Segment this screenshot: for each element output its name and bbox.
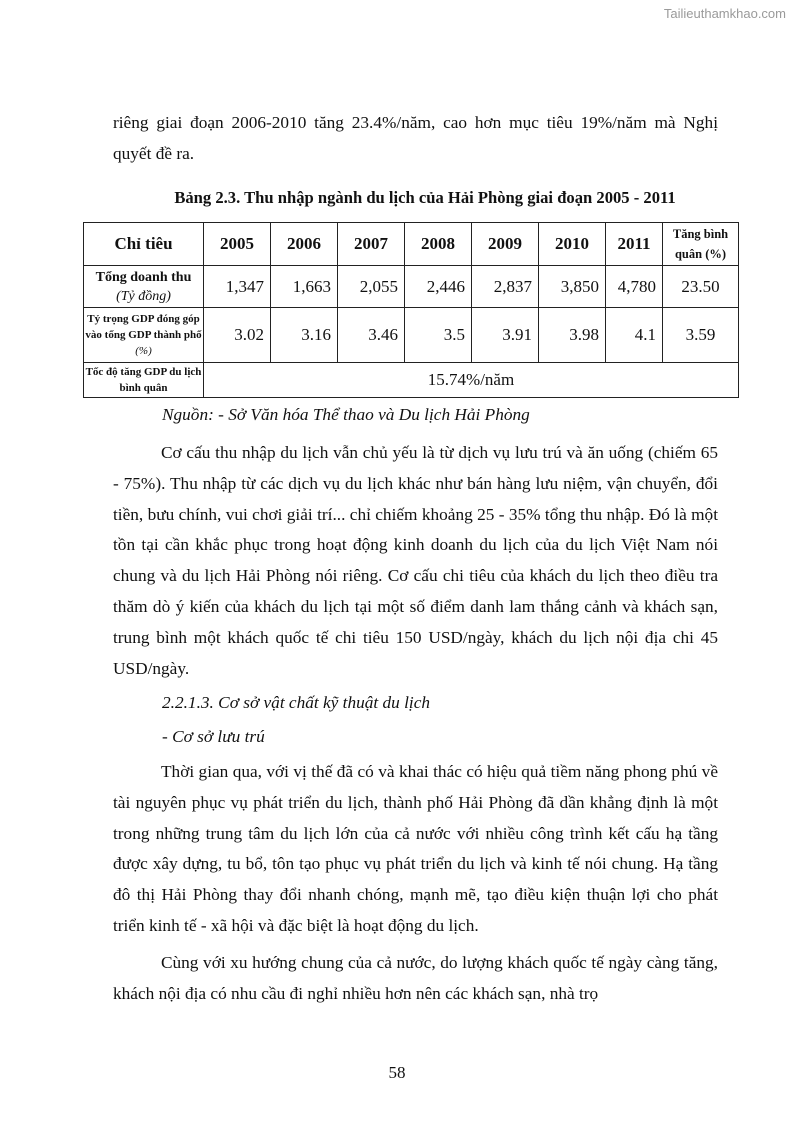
row-label: Tốc độ tăng GDP du lịch bình quân	[84, 363, 204, 398]
table-cell: 3.02	[204, 308, 271, 363]
table-cell: 3.91	[472, 308, 539, 363]
table-cell: 4,780	[606, 266, 663, 308]
header-year: 2008	[405, 223, 472, 266]
page-number: 58	[388, 1063, 406, 1082]
income-table	[83, 222, 739, 398]
table-cell: 3.16	[271, 308, 338, 363]
header-average: Tăng bình quân (%)	[663, 223, 739, 266]
table-cell: 2,446	[405, 266, 472, 308]
table-cell: 3,850	[539, 266, 606, 308]
header-year: 2010	[539, 223, 606, 266]
table-row-gdp-share	[84, 308, 739, 363]
row-label-text: Tỷ trọng GDP đóng góp vào tổng GDP thành phố	[85, 313, 202, 341]
table-cell: 2,837	[472, 266, 539, 308]
row-label-unit: (%)	[135, 345, 152, 357]
infrastructure-paragraph: Thời gian qua, với vị thế đã có và khai thác có hiệu quả tiềm năng phong phú về tài nguyên phục vụ phát triển du lịch, thành phố Hải Phòng đã dần khẳng định là một trong những trung tâm du lịch lớn của cả nước với nhiều công trình kết cấu hạ tầng được xây dựng, tu bổ, tôn tạo phục vụ phát triển du lịch và kinh tế nói chung. Hạ tầng đô thị Hải Phòng thay đổi nhanh chóng, mạnh mẽ, tạo điều kiện thuận lợi cho phát triển kinh tế - xã hội và đặc biệt là hoạt động du lịch.	[113, 762, 718, 935]
section-heading: 2.2.1.3. Cơ sở vật chất kỹ thuật du lịch	[162, 693, 431, 712]
table-cell: 3.46	[338, 308, 405, 363]
table-caption: Bảng 2.3. Thu nhập ngành du lịch của Hải Phòng giai đoạn 2005 - 2011	[174, 188, 676, 207]
header-year: 2005	[204, 223, 271, 266]
row-label	[84, 266, 204, 308]
row-label	[84, 308, 204, 363]
table-cell: 4.1	[606, 308, 663, 363]
subheading: - Cơ sở lưu trú	[162, 727, 265, 746]
row-label-unit: (Tỷ đồng)	[116, 288, 171, 304]
table-cell: 2,055	[338, 266, 405, 308]
table-source: Nguồn: - Sở Văn hóa Thể thao và Du lịch Hải Phòng	[162, 405, 530, 424]
intro-text: riêng giai đoạn 2006-2010 tăng 23.4%/năm, cao hơn mục tiêu 19%/năm mà Nghị quyết đề ra.	[113, 113, 718, 163]
table-cell: 1,663	[271, 266, 338, 308]
header-year: 2006	[271, 223, 338, 266]
income-paragraph: Cơ cấu thu nhập du lịch vẫn chủ yếu là từ dịch vụ lưu trú và ăn uống (chiếm 65 - 75%). Thu nhập từ các dịch vụ du lịch khác như bán hàng lưu niệm, vận chuyển, đổi tiền, bưu chính, vui chơi giải trí... chỉ chiếm khoảng 25 - 35% tổng thu nhập. Đó là một tồn tại cần khắc phục trong hoạt động kinh doanh du lịch của du lịch Việt Nam nói chung và du lịch Hải Phòng nói riêng. Cơ cấu chi tiêu của khách du lịch theo điều tra thăm dò ý kiến của khách du lịch tại một số điểm danh lam thắng cảnh và khách sạn, trung bình một khách quốc tế chi tiêu 150 USD/ngày, khách du lịch nội địa chi 45 USD/ngày.	[113, 443, 718, 678]
table-cell: 3.5	[405, 308, 472, 363]
header-indicator: Chỉ tiêu	[84, 223, 204, 266]
table-row-growth	[84, 363, 739, 398]
table-cell-merged: 15.74%/năm	[204, 363, 739, 398]
header-year: 2007	[338, 223, 405, 266]
row-label-text: Tổng doanh thu	[95, 269, 192, 285]
header-year: 2009	[472, 223, 539, 266]
table-row-revenue	[84, 266, 739, 308]
table-cell-average: 3.59	[663, 308, 739, 363]
intro-paragraph	[113, 108, 718, 170]
header-year: 2011	[606, 223, 663, 266]
table-cell: 3.98	[539, 308, 606, 363]
trend-paragraph: Cùng với xu hướng chung của cả nước, do lượng khách quốc tế ngày càng tăng, khách nội địa có nhu cầu đi nghỉ nhiều hơn nên các khách sạn, nhà trọ	[113, 953, 718, 1003]
watermark-text: Tailieuthamkhao.com	[663, 6, 786, 21]
table-cell: 1,347	[204, 266, 271, 308]
table-cell-average: 23.50	[663, 266, 739, 308]
table-header-row	[84, 223, 739, 266]
